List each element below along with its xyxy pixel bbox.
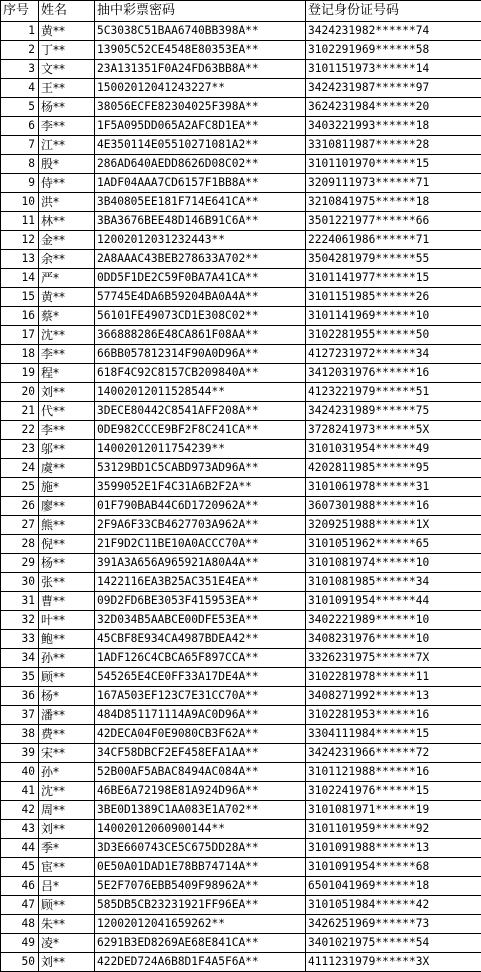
- cell-code: 14002012011528544**: [95, 383, 306, 402]
- cell-no: 4: [1, 79, 39, 98]
- cell-id: 3401021975******54: [306, 934, 481, 953]
- cell-code: 66BB057812314F90A0D96A**: [95, 345, 306, 364]
- cell-name: 蔡*: [39, 307, 95, 326]
- table-row: [1, 915, 481, 934]
- cell-code: 34CF58DBCF2EF458EFA1AA**: [95, 744, 306, 763]
- table-row: [1, 79, 481, 98]
- cell-id: 3101091988******13: [306, 839, 481, 858]
- cell-code: 5E2F7076EBB5409F98962A**: [95, 877, 306, 896]
- cell-code: 618F4C92C8157CB209840A**: [95, 364, 306, 383]
- cell-no: 21: [1, 402, 39, 421]
- header-row: [1, 1, 481, 22]
- cell-no: 25: [1, 478, 39, 497]
- cell-code: 14002012011754239**: [95, 440, 306, 459]
- cell-no: 35: [1, 668, 39, 687]
- cell-no: 2: [1, 41, 39, 60]
- cell-no: 19: [1, 364, 39, 383]
- cell-id: 3101091954******44: [306, 592, 481, 611]
- cell-no: 37: [1, 706, 39, 725]
- cell-id: 3101061978******31: [306, 478, 481, 497]
- table-row: [1, 288, 481, 307]
- cell-code: 56101FE49073CD1E308C02**: [95, 307, 306, 326]
- cell-no: 32: [1, 611, 39, 630]
- cell-no: 11: [1, 212, 39, 231]
- cell-code: 3BE0D1389C1AA083E1A702**: [95, 801, 306, 820]
- cell-name: 刘**: [39, 383, 95, 402]
- cell-code: 2A8AAAC43BEB278633A702**: [95, 250, 306, 269]
- cell-id: 3426251969******73: [306, 915, 481, 934]
- cell-no: 5: [1, 98, 39, 117]
- cell-code: 21F9D2C11BE10A0ACCC70A**: [95, 535, 306, 554]
- cell-no: 1: [1, 22, 39, 41]
- table-row: [1, 592, 481, 611]
- cell-code: 1F5A095DD065A2AFC8D1EA**: [95, 117, 306, 136]
- cell-id: 3209111973******71: [306, 174, 481, 193]
- table-row: [1, 573, 481, 592]
- cell-id: 3728241973******5X: [306, 421, 481, 440]
- cell-name: 李**: [39, 345, 95, 364]
- cell-code: 13905C52CE4548E80353EA**: [95, 41, 306, 60]
- cell-no: 30: [1, 573, 39, 592]
- cell-no: 14: [1, 269, 39, 288]
- table-row: [1, 497, 481, 516]
- cell-no: 23: [1, 440, 39, 459]
- cell-name: 程*: [39, 364, 95, 383]
- cell-no: 24: [1, 459, 39, 478]
- cell-no: 22: [1, 421, 39, 440]
- cell-code: 46BE6A72198E81A924D96A**: [95, 782, 306, 801]
- cell-id: 3101121988******16: [306, 763, 481, 782]
- table-row: [1, 212, 481, 231]
- cell-id: 3102281953******16: [306, 706, 481, 725]
- cell-no: 40: [1, 763, 39, 782]
- cell-id: 6501041969******18: [306, 877, 481, 896]
- table-row: [1, 174, 481, 193]
- cell-no: 42: [1, 801, 39, 820]
- cell-no: 43: [1, 820, 39, 839]
- table-row: [1, 877, 481, 896]
- table-row: [1, 820, 481, 839]
- cell-name: 叶**: [39, 611, 95, 630]
- cell-no: 45: [1, 858, 39, 877]
- cell-no: 28: [1, 535, 39, 554]
- cell-no: 34: [1, 649, 39, 668]
- table-row: [1, 421, 481, 440]
- cell-name: 王**: [39, 79, 95, 98]
- cell-no: 18: [1, 345, 39, 364]
- cell-id: 2224061986******71: [306, 231, 481, 250]
- cell-name: 施*: [39, 478, 95, 497]
- cell-id: 3424231989******75: [306, 402, 481, 421]
- cell-id: 3101101959******92: [306, 820, 481, 839]
- cell-code: 14002012060900144**: [95, 820, 306, 839]
- cell-name: 宦**: [39, 858, 95, 877]
- cell-code: 32D034B5AABCE00DFE53EA**: [95, 611, 306, 630]
- cell-id: 3101081971******19: [306, 801, 481, 820]
- cell-no: 7: [1, 136, 39, 155]
- cell-id: 3102281978******11: [306, 668, 481, 687]
- cell-name: 费**: [39, 725, 95, 744]
- cell-id: 3326231975******7X: [306, 649, 481, 668]
- cell-code: 3D3E660743CE5C675DD28A**: [95, 839, 306, 858]
- cell-no: 49: [1, 934, 39, 953]
- table-row: [1, 345, 481, 364]
- table-row: [1, 478, 481, 497]
- cell-code: 3BA3676BEE48D146B91C6A**: [95, 212, 306, 231]
- table-row: [1, 364, 481, 383]
- table-row: [1, 41, 481, 60]
- cell-no: 27: [1, 516, 39, 535]
- table-row: [1, 649, 481, 668]
- cell-code: 01F790BAB44C6D1720962A**: [95, 497, 306, 516]
- cell-name: 熊**: [39, 516, 95, 535]
- cell-id: 3402221989******10: [306, 611, 481, 630]
- cell-id: 3101151973******14: [306, 60, 481, 79]
- cell-name: 刘**: [39, 953, 95, 972]
- cell-id: 3624231984******20: [306, 98, 481, 117]
- cell-code: 09D2FD6BE3053F415953EA**: [95, 592, 306, 611]
- cell-id: 3424231966******72: [306, 744, 481, 763]
- cell-name: 文**: [39, 60, 95, 79]
- cell-code: 4E350114E05510271081A2**: [95, 136, 306, 155]
- cell-name: 黄**: [39, 22, 95, 41]
- cell-name: 金**: [39, 231, 95, 250]
- cell-name: 顾**: [39, 896, 95, 915]
- cell-name: 余**: [39, 250, 95, 269]
- cell-id: 3101051984******42: [306, 896, 481, 915]
- cell-code: 45CBF8E934CA4987BDEA42**: [95, 630, 306, 649]
- table-row: [1, 440, 481, 459]
- cell-no: 6: [1, 117, 39, 136]
- cell-no: 15: [1, 288, 39, 307]
- cell-id: 3607301988******16: [306, 497, 481, 516]
- cell-code: 422DED724A6B8D1F4A5F6A**: [95, 953, 306, 972]
- table-body: [1, 22, 481, 972]
- cell-no: 31: [1, 592, 39, 611]
- cell-id: 3101101970******15: [306, 155, 481, 174]
- cell-name: 江**: [39, 136, 95, 155]
- cell-id: 3101081974******10: [306, 554, 481, 573]
- table-row: [1, 22, 481, 41]
- cell-no: 50: [1, 953, 39, 972]
- cell-name: 张**: [39, 573, 95, 592]
- cell-id: 3101141969******10: [306, 307, 481, 326]
- table-row: [1, 763, 481, 782]
- cell-code: 585DB5CB23231921FF96EA**: [95, 896, 306, 915]
- cell-id: 3101081985******34: [306, 573, 481, 592]
- cell-id: 3101141977******15: [306, 269, 481, 288]
- table-row: [1, 383, 481, 402]
- table-row: [1, 459, 481, 478]
- cell-code: 1ADF126C4CBCA65F897CCA**: [95, 649, 306, 668]
- cell-code: 53129BD1C5CABD973AD96A**: [95, 459, 306, 478]
- cell-code: 3B40805EE181F714E641CA**: [95, 193, 306, 212]
- cell-id: 3412031976******16: [306, 364, 481, 383]
- cell-name: 廖**: [39, 497, 95, 516]
- cell-id: 3210841975******18: [306, 193, 481, 212]
- cell-name: 鲍**: [39, 630, 95, 649]
- cell-name: 季*: [39, 839, 95, 858]
- cell-name: 吕*: [39, 877, 95, 896]
- cell-name: 杨*: [39, 687, 95, 706]
- table-row: [1, 782, 481, 801]
- cell-id: 3408231976******10: [306, 630, 481, 649]
- cell-name: 孙**: [39, 649, 95, 668]
- cell-code: 42DECA04F0E9080CB3F62A**: [95, 725, 306, 744]
- table-row: [1, 117, 481, 136]
- cell-no: 16: [1, 307, 39, 326]
- table-row: [1, 516, 481, 535]
- cell-id: 4202811985******95: [306, 459, 481, 478]
- header-no: 序号: [1, 1, 39, 22]
- cell-name: 顾**: [39, 668, 95, 687]
- table-row: [1, 668, 481, 687]
- table-row: [1, 934, 481, 953]
- table-row: [1, 839, 481, 858]
- table-row: [1, 896, 481, 915]
- cell-name: 虞**: [39, 459, 95, 478]
- cell-code: 2F9A6F33CB4627703A962A**: [95, 516, 306, 535]
- cell-id: 3101091954******68: [306, 858, 481, 877]
- cell-no: 8: [1, 155, 39, 174]
- cell-id: 3101031954******49: [306, 440, 481, 459]
- cell-name: 丁**: [39, 41, 95, 60]
- cell-id: 3304111984******15: [306, 725, 481, 744]
- cell-id: 3408271992******13: [306, 687, 481, 706]
- table-row: [1, 60, 481, 79]
- table-row: [1, 858, 481, 877]
- cell-code: 1422116EA3B25AC351E4EA**: [95, 573, 306, 592]
- cell-no: 12: [1, 231, 39, 250]
- cell-name: 潘**: [39, 706, 95, 725]
- cell-code: 391A3A656A965921A80A4A**: [95, 554, 306, 573]
- cell-id: 3102281955******50: [306, 326, 481, 345]
- cell-no: 26: [1, 497, 39, 516]
- cell-code: 0DE982CCCE9BF2F8C241CA**: [95, 421, 306, 440]
- table-row: [1, 630, 481, 649]
- cell-id: 4127231972******34: [306, 345, 481, 364]
- cell-no: 13: [1, 250, 39, 269]
- cell-name: 严*: [39, 269, 95, 288]
- table-row: [1, 953, 481, 972]
- table-row: [1, 307, 481, 326]
- cell-name: 黄**: [39, 288, 95, 307]
- cell-id: 3102241976******15: [306, 782, 481, 801]
- cell-no: 3: [1, 60, 39, 79]
- cell-no: 9: [1, 174, 39, 193]
- cell-no: 29: [1, 554, 39, 573]
- cell-name: 李**: [39, 117, 95, 136]
- cell-code: 3DECE80442C8541AFF208A**: [95, 402, 306, 421]
- table-row: [1, 155, 481, 174]
- cell-name: 沈**: [39, 782, 95, 801]
- cell-no: 39: [1, 744, 39, 763]
- table-row: [1, 98, 481, 117]
- cell-name: 李**: [39, 421, 95, 440]
- cell-code: 167A503EF123C7E31CC70A**: [95, 687, 306, 706]
- header-code: 抽中彩票密码: [95, 1, 306, 22]
- header-id: 登记身份证号码: [306, 1, 481, 22]
- cell-id: 3101051962******65: [306, 535, 481, 554]
- cell-code: 0DD5F1DE2C59F0BA7A41CA**: [95, 269, 306, 288]
- cell-code: 57745E4DA6B59204BA0A4A**: [95, 288, 306, 307]
- cell-code: 366888286E48CA861F08AA**: [95, 326, 306, 345]
- cell-name: 代**: [39, 402, 95, 421]
- cell-code: 484D851171114A9AC0D96A**: [95, 706, 306, 725]
- cell-name: 周**: [39, 801, 95, 820]
- cell-code: 15002012041243227**: [95, 79, 306, 98]
- cell-name: 侍**: [39, 174, 95, 193]
- cell-no: 33: [1, 630, 39, 649]
- cell-id: 4123221979******51: [306, 383, 481, 402]
- cell-code: 545265E4CE0FF33A17DE4A**: [95, 668, 306, 687]
- cell-id: 3504281979******55: [306, 250, 481, 269]
- cell-no: 48: [1, 915, 39, 934]
- cell-id: 3102291969******58: [306, 41, 481, 60]
- cell-name: 邬**: [39, 440, 95, 459]
- header-name: 姓名: [39, 1, 95, 22]
- table-row: [1, 706, 481, 725]
- table-row: [1, 554, 481, 573]
- cell-id: 3310811987******28: [306, 136, 481, 155]
- cell-no: 20: [1, 383, 39, 402]
- table-row: [1, 744, 481, 763]
- cell-name: 杨**: [39, 98, 95, 117]
- table-row: [1, 136, 481, 155]
- cell-id: 3424231987******97: [306, 79, 481, 98]
- cell-name: 倪**: [39, 535, 95, 554]
- cell-id: 4111231979******3X: [306, 953, 481, 972]
- cell-no: 41: [1, 782, 39, 801]
- table-row: [1, 801, 481, 820]
- cell-id: 3424231982******74: [306, 22, 481, 41]
- cell-id: 3403221993******18: [306, 117, 481, 136]
- cell-name: 刘**: [39, 820, 95, 839]
- table-row: [1, 687, 481, 706]
- cell-name: 孙*: [39, 763, 95, 782]
- cell-no: 36: [1, 687, 39, 706]
- cell-no: 47: [1, 896, 39, 915]
- table-row: [1, 611, 481, 630]
- cell-no: 10: [1, 193, 39, 212]
- cell-code: 1ADF04AAA7CD6157F1BB8A**: [95, 174, 306, 193]
- cell-code: 52B00AF5ABAC8494AC084A**: [95, 763, 306, 782]
- cell-no: 38: [1, 725, 39, 744]
- cell-name: 朱**: [39, 915, 95, 934]
- cell-code: 12002012041659262**: [95, 915, 306, 934]
- table-row: [1, 193, 481, 212]
- table-row: [1, 250, 481, 269]
- cell-name: 凌*: [39, 934, 95, 953]
- cell-name: 林**: [39, 212, 95, 231]
- cell-name: 殷*: [39, 155, 95, 174]
- cell-code: 286AD640AEDD8626D08C02**: [95, 155, 306, 174]
- cell-name: 宋**: [39, 744, 95, 763]
- cell-id: 3209251988******1X: [306, 516, 481, 535]
- cell-id: 3501221977******66: [306, 212, 481, 231]
- table-row: [1, 231, 481, 250]
- cell-id: 3101151985******26: [306, 288, 481, 307]
- table-row: [1, 402, 481, 421]
- cell-code: 0E50A01DAD1E78BB74714A**: [95, 858, 306, 877]
- cell-code: 23A131351F0A24FD63BB8A**: [95, 60, 306, 79]
- cell-code: 3599052E1F4C31A6B2F2A**: [95, 478, 306, 497]
- cell-name: 洪*: [39, 193, 95, 212]
- cell-name: 杨**: [39, 554, 95, 573]
- table-row: [1, 535, 481, 554]
- cell-no: 46: [1, 877, 39, 896]
- table-row: [1, 326, 481, 345]
- table-row: [1, 725, 481, 744]
- cell-code: 12002012031232443**: [95, 231, 306, 250]
- cell-name: 曹**: [39, 592, 95, 611]
- cell-no: 44: [1, 839, 39, 858]
- cell-code: 38056ECFE82304025F398A**: [95, 98, 306, 117]
- cell-name: 沈**: [39, 326, 95, 345]
- table-row: [1, 269, 481, 288]
- cell-code: 5C3038C51BAA6740BB398A**: [95, 22, 306, 41]
- cell-no: 17: [1, 326, 39, 345]
- cell-code: 6291B3ED8269AE68E841CA**: [95, 934, 306, 953]
